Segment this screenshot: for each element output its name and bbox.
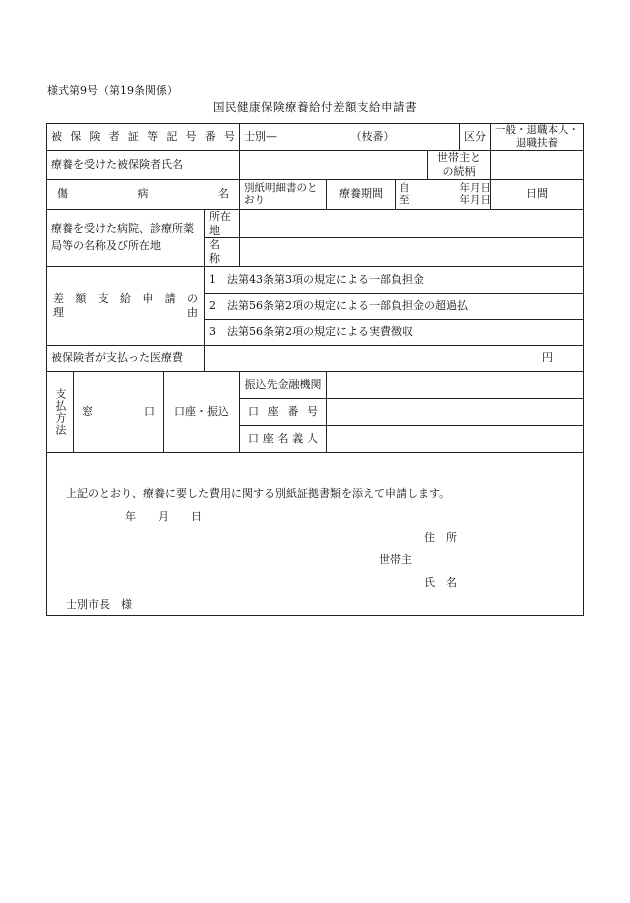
category-options[interactable]: 一般・退職本人・退職扶養	[491, 124, 584, 151]
medical-cost-field[interactable]	[205, 345, 584, 371]
facility-name-label: 名 称	[205, 238, 240, 267]
householder-label: 世帯主	[379, 552, 412, 566]
illness-label: 傷 病 名	[57, 187, 229, 201]
bank-field[interactable]	[327, 371, 584, 398]
relation-label: 世帯主との続柄	[428, 151, 491, 180]
reason-option-2[interactable]: 2 法第56条第2項の規定による一部負担金の超過払	[205, 293, 584, 319]
reason-label: 差 額 支 給 申 請 の	[53, 292, 198, 305]
facility-address-field[interactable]	[240, 209, 584, 238]
form-number: 様式第9号（第19条関係）	[47, 84, 178, 97]
declaration-block	[47, 453, 583, 615]
period-field[interactable]: 自 年 月 日 至 年 月 日	[396, 179, 491, 209]
patient-name-field[interactable]	[240, 151, 428, 180]
facility-name-field[interactable]	[240, 238, 584, 267]
application-form-table: 被 保 険 者 証 等 記 号 番 号 士別— （枝番） 区分 一般・退職本人・退職扶養 療養を受けた被保険者氏名 世帯主との続柄 傷 病 名 別紙明細書のとおり 療養期間 自 年 月 日 至 年 月 日 日間 療養を受けた病院、診療所薬局等の名称及び所在地 所在地 名 称 差 額 支 給 申 請 の 理 由 1 法第43条第3項の規定による一部負担金 2 法第56条第2項の規定による一部負担金の超過払 3 法第56条第2項の規定による実費徴収 被保険者が支払った医療費 円 支払方法 窓 口 口座・振込 振込先金融機関 口 座 番 号 口 座 名 義 人 上記のとおり、療養に要した費用に関する別紙証拠書類を添えて申請します。 年 月 日 住 所 世帯主 氏 名 士別市長 様	[46, 123, 584, 616]
patient-name-label: 療養を受けた被保険者氏名	[47, 151, 240, 180]
applicant-address-label[interactable]: 住 所	[424, 530, 457, 544]
application-date[interactable]: 年 月 日	[125, 509, 202, 523]
account-holder-field[interactable]	[327, 425, 584, 452]
insured-number-field[interactable]: 士別— （枝番）	[240, 124, 460, 151]
transfer-option[interactable]: 口座・振込	[164, 371, 240, 452]
days-field[interactable]: 日間	[491, 179, 584, 209]
reason-option-3[interactable]: 3 法第56条第2項の規定による実費徴収	[205, 319, 584, 345]
category-label: 区分	[460, 124, 491, 151]
addressee: 士別市長 様	[66, 597, 132, 611]
counter-option[interactable]: 窓 口	[74, 371, 164, 452]
facility-label: 療養を受けた病院、診療所薬局等の名称及び所在地	[47, 209, 205, 266]
illness-field[interactable]: 別紙明細書のとおり	[240, 179, 327, 209]
relation-field[interactable]	[491, 151, 584, 180]
account-holder-label: 口 座 名 義 人	[248, 431, 318, 445]
medical-cost-label: 被保険者が支払った医療費	[47, 345, 205, 371]
bank-label: 振込先金融機関	[240, 371, 327, 398]
applicant-name-label[interactable]: 氏 名	[424, 575, 457, 589]
insured-number-label: 被 保 険 者 証 等 記 号 番 号	[51, 130, 235, 144]
reason-option-1[interactable]: 1 法第43条第3項の規定による一部負担金	[205, 266, 584, 293]
address-label: 所在地	[205, 209, 240, 238]
document-title: 国民健康保険療養給付差額支給申請書	[213, 100, 417, 114]
yen-unit: 円	[542, 351, 554, 365]
payment-method-label: 支払方法	[53, 387, 67, 436]
account-number-label: 口 座 番 号	[248, 404, 318, 418]
declaration-text: 上記のとおり、療養に要した費用に関する別紙証拠書類を添えて申請します。	[66, 486, 451, 500]
branch-label: （枝番）	[350, 130, 395, 144]
period-label: 療養期間	[327, 179, 396, 209]
account-number-field[interactable]	[327, 398, 584, 425]
